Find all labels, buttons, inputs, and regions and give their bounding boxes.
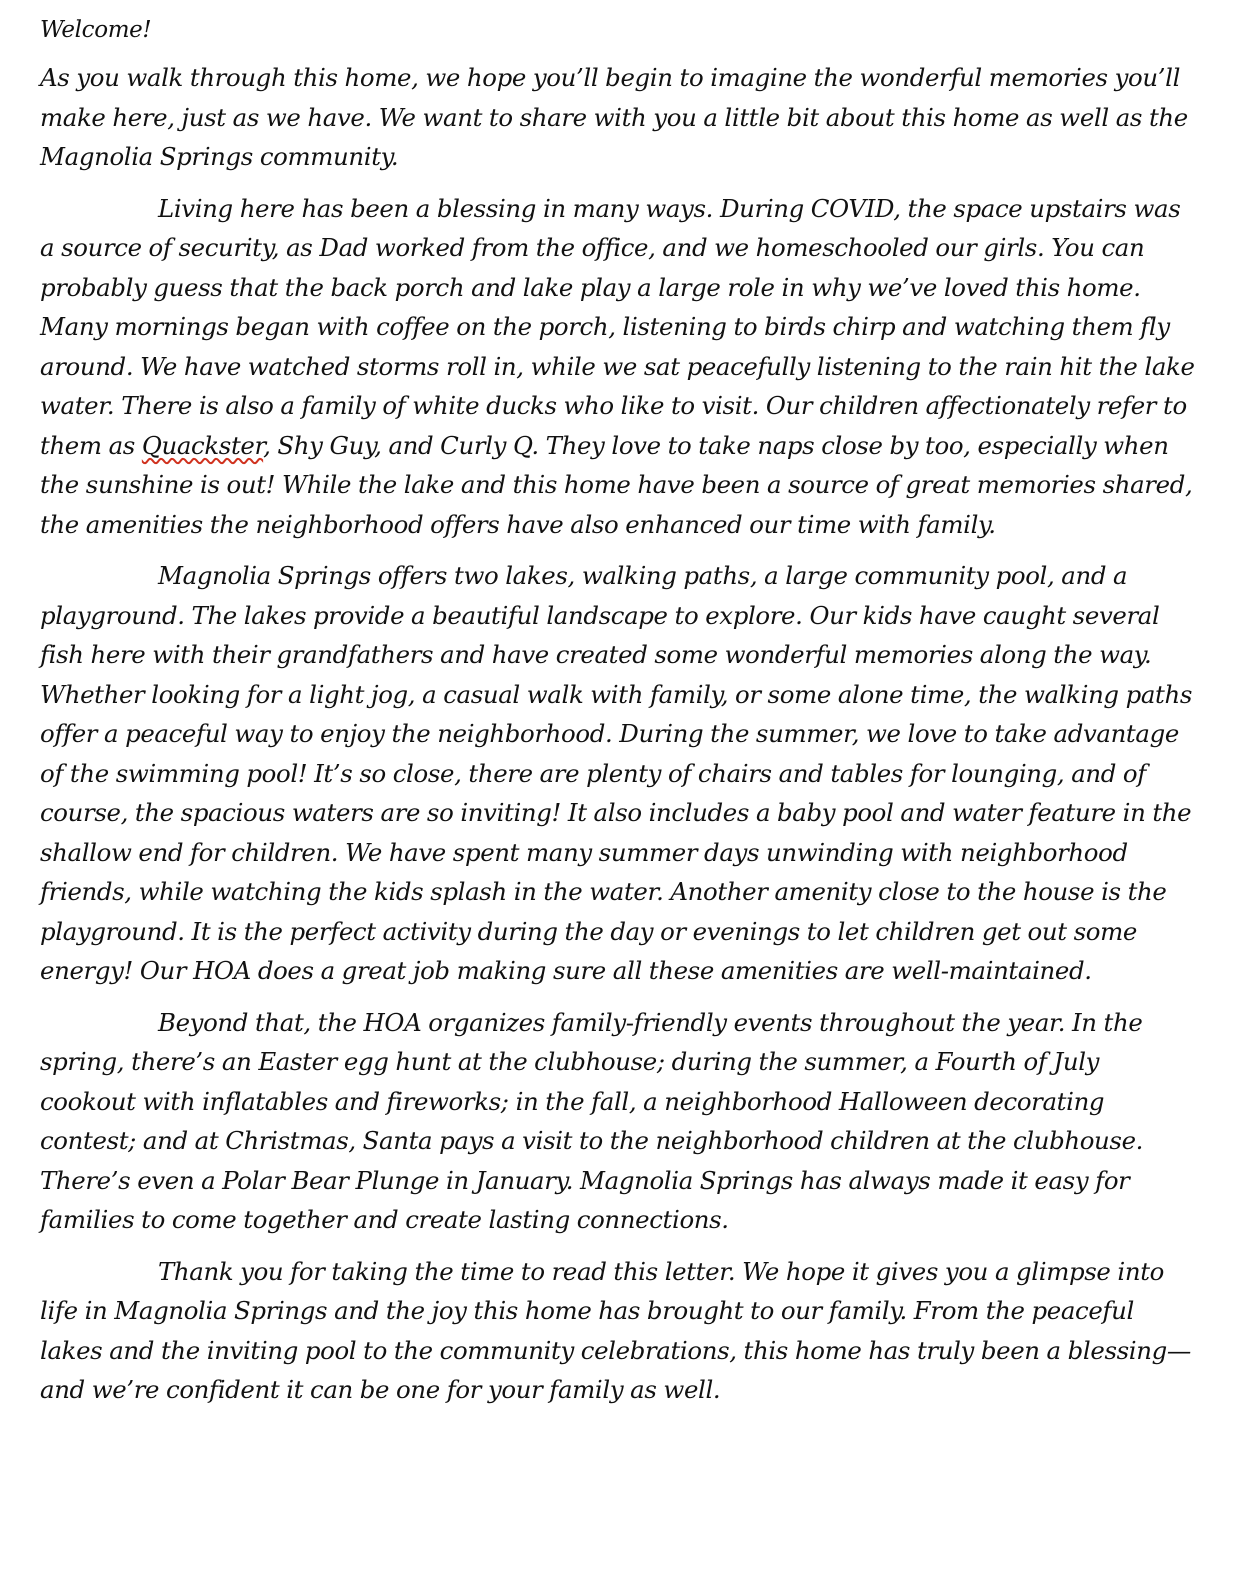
home-paragraph-start: Living here has been a blessing in many ways. During COVID, the space upstairs was a source of security, as Dad worked from the office, and we homeschooled our girls. You can probably guess that the back porch and lake play a large role in why we’ve loved this home. Many mornings began with coffee on the porch, listening to birds chirp and watching them fly around. We have watched storms roll in, while we sat peacefully listening to the rain hit the lake water. There is also a family of white ducks who like to visit. Our children affectionately refer to them as [40, 193, 1195, 460]
events-paragraph: Beyond that, the HOA organizes family-friendly events throughout the year. In the spring, there’s an Easter egg hunt at the clubhouse; during the summer, a Fourth of July cookout with inflatables and fireworks; in the fall, a neighborhood Halloween decorating contest; and at Christmas, Santa pays a visit to the neighborhood children at the clubhouse. There’s even a Polar Bear Plunge in January. Magnolia Springs has always made it easy for families to come together and create lasting connections. [40, 1007, 1144, 1234]
closing-paragraph: Thank you for taking the time to read this letter. We hope it gives you a glimpse into life in Magnolia Springs and the joy this home has brought to our family. From the peaceful lakes and the inviting pool to the community celebrations, this home has truly been a blessing—and we’re confident it can be one for your family as well. [40, 1256, 1191, 1404]
spellcheck-flagged-word[interactable]: Quackster [141, 430, 264, 460]
home-paragraph [40, 189, 1200, 545]
home-paragraph-end: , Shy Guy, and Curly Q. They love to take naps close by too, especially when the sunshine is out! While the lake and this home have been a source of great memories shared, the amenities the neighborhood offers have also enhanced our time with family. [40, 430, 1193, 539]
amenities-paragraph: Magnolia Springs offers two lakes, walking paths, a large community pool, and a playground. The lakes provide a beautiful landscape to explore. Our kids have caught several fish here with their grandfathers and have created some wonderful memories along the way. Whether looking for a light jog, a casual walk with family, or some alone time, the walking paths offer a peaceful way to enjoy the neighborhood. During the summer, we love to take advantage of the swimming pool! It’s so close, there are plenty of chairs and tables for lounging, and of course, the spacious waters are so inviting! It also includes a baby pool and water feature in the shallow end for children. We have spent many summer days unwinding with neighborhood friends, while watching the kids splash in the water. Another amenity close to the house is the playground. It is the perfect activity during the day or evenings to let children get out some energy! Our HOA does a great job making sure all these amenities are well-maintained. [40, 561, 1193, 985]
intro-paragraph: As you walk through this home, we hope you’ll begin to imagine the wonderful memories you’ll make here, just as we have. We want to share with you a little bit about this home as well as the Magnolia Springs community. [40, 63, 1188, 171]
greeting: Welcome! [40, 17, 152, 43]
letter-body [40, 14, 1200, 1422]
